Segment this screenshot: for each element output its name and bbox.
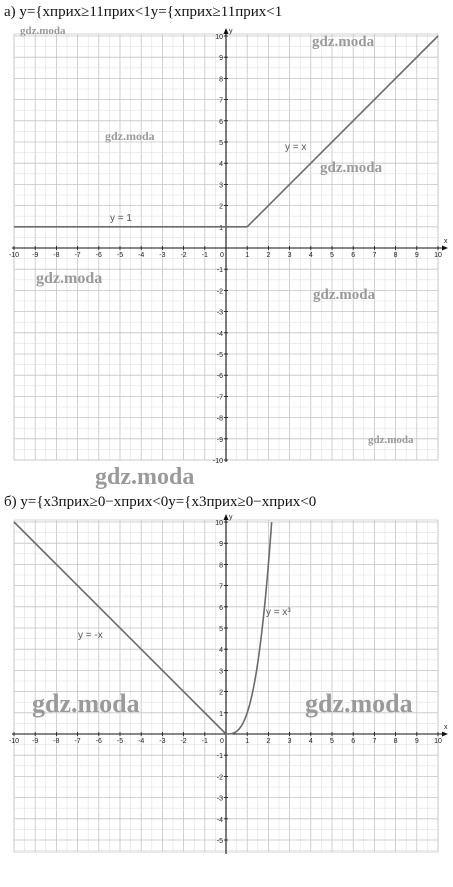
watermark: gdz.moda — [313, 287, 376, 303]
y-tick-label: 2 — [219, 689, 223, 697]
chart-b — [9, 514, 448, 854]
series-label: y = -x — [78, 630, 103, 641]
x-tick-label: 0 — [220, 252, 224, 259]
y-tick-label: -1 — [216, 267, 223, 275]
x-tick-label: 1 — [245, 252, 250, 259]
watermark: gdz.moda — [95, 464, 195, 490]
y-tick-label: 3 — [219, 182, 223, 190]
x-tick-label: 10 — [434, 252, 442, 259]
x-tick-label: -7 — [74, 738, 81, 745]
y-tick-label: 5 — [219, 140, 223, 147]
x-tick-label: 8 — [393, 738, 398, 745]
series-label: y = 1 — [110, 213, 132, 224]
y-tick-label: -9 — [216, 436, 223, 444]
x-tick-label: 2 — [266, 738, 271, 745]
x-tick-label: -5 — [116, 738, 124, 745]
y-tick-label: -4 — [216, 816, 223, 824]
y-tick-label: 3 — [219, 668, 223, 676]
x-tick-label: -6 — [95, 252, 102, 259]
y-tick-label: 5 — [219, 626, 223, 633]
x-tick-label: 5 — [330, 738, 334, 745]
watermark: gdz.moda — [305, 689, 413, 718]
y-tick-label: -6 — [216, 373, 223, 381]
y-tick-label: -10 — [212, 458, 223, 465]
x-tick-label: -9 — [32, 252, 39, 259]
x-tick-label: -3 — [159, 738, 166, 745]
y-tick-label: 9 — [219, 541, 223, 549]
watermark: gdz.moda — [36, 270, 103, 287]
watermark: gdz.moda — [312, 34, 375, 50]
y-tick-label: 7 — [219, 97, 223, 105]
x-axis-name: x — [444, 238, 448, 245]
x-tick-label: -1 — [201, 252, 208, 259]
x-tick-label: -8 — [53, 738, 60, 745]
x-tick-label: 5 — [330, 252, 334, 259]
y-tick-label: 1 — [219, 710, 223, 718]
y-tick-label: 2 — [219, 203, 223, 211]
y-tick-label: 8 — [219, 562, 223, 570]
y-tick-label: 7 — [219, 583, 223, 591]
y-axis-name: y — [229, 514, 233, 521]
x-tick-label: 2 — [266, 252, 271, 259]
x-tick-label: -4 — [138, 252, 145, 259]
y-axis-name: y — [229, 28, 233, 35]
caption-b: б) y={x3прих≥0−xприх<0y={x3прих≥0−xприх<0 — [4, 494, 317, 510]
x-axis-arrow-icon — [442, 732, 448, 737]
x-tick-label: -10 — [8, 252, 20, 259]
y-tick-label: 8 — [219, 76, 223, 84]
y-axis-arrow-icon — [224, 514, 229, 520]
x-tick-label: -6 — [95, 738, 102, 745]
x-tick-label: 4 — [308, 738, 313, 745]
x-tick-label: 1 — [245, 738, 250, 745]
watermark: gdz.moda — [320, 160, 383, 176]
y-tick-label: -3 — [216, 795, 223, 803]
x-tick-label: 7 — [372, 738, 377, 745]
y-axis-arrow-icon — [224, 28, 229, 34]
x-axis-arrow-icon — [442, 246, 448, 251]
series-label: y = x³ — [266, 607, 291, 618]
watermark: gdz.moda — [20, 25, 66, 37]
y-tick-label: 9 — [219, 55, 223, 63]
x-tick-label: 9 — [414, 738, 419, 745]
x-tick-label: 8 — [393, 252, 398, 259]
y-tick-label: 1 — [219, 224, 223, 232]
y-tick-label: -1 — [216, 753, 223, 761]
x-tick-label: -7 — [74, 252, 81, 259]
x-tick-label: -2 — [180, 738, 187, 745]
x-tick-label: 6 — [351, 252, 356, 259]
x-tick-label: -4 — [138, 738, 145, 745]
x-tick-label: -3 — [159, 252, 166, 259]
watermark: gdz.moda — [105, 129, 155, 143]
x-tick-label: 7 — [372, 252, 377, 259]
x-tick-label: 10 — [434, 738, 442, 745]
y-tick-label: 10 — [215, 34, 223, 41]
x-tick-label: 0 — [220, 738, 224, 745]
y-tick-label: -2 — [216, 288, 223, 296]
y-tick-label: 4 — [219, 161, 223, 169]
series-label: y = x — [285, 142, 307, 153]
chart-a — [9, 28, 448, 465]
x-tick-label: -2 — [180, 252, 187, 259]
x-tick-label: -10 — [8, 738, 20, 745]
y-tick-label: -4 — [216, 330, 223, 338]
y-tick-label: -5 — [216, 838, 223, 845]
y-tick-label: 4 — [219, 647, 223, 655]
x-tick-label: -9 — [32, 738, 39, 745]
x-tick-label: 9 — [414, 252, 419, 259]
y-tick-label: -5 — [216, 352, 223, 359]
y-tick-label: -2 — [216, 774, 223, 782]
watermark: gdz.moda — [368, 434, 414, 446]
x-tick-label: 6 — [351, 738, 356, 745]
x-tick-label: -8 — [53, 252, 60, 259]
watermark: gdz.moda — [32, 689, 140, 718]
x-tick-label: 3 — [287, 252, 292, 259]
y-tick-label: -8 — [216, 415, 223, 423]
x-tick-label: 4 — [308, 252, 313, 259]
y-tick-label: 10 — [215, 520, 223, 527]
y-tick-label: 6 — [219, 118, 223, 126]
caption-a: а) y={xприх≥11прих<1y={xприх≥11прих<1 — [4, 4, 283, 20]
y-tick-label: -3 — [216, 309, 223, 317]
x-tick-label: -5 — [116, 252, 124, 259]
x-tick-label: 3 — [287, 738, 292, 745]
y-tick-label: 6 — [219, 604, 223, 612]
y-tick-label: -7 — [216, 394, 223, 402]
x-tick-label: -1 — [201, 738, 208, 745]
x-axis-name: x — [444, 724, 448, 731]
